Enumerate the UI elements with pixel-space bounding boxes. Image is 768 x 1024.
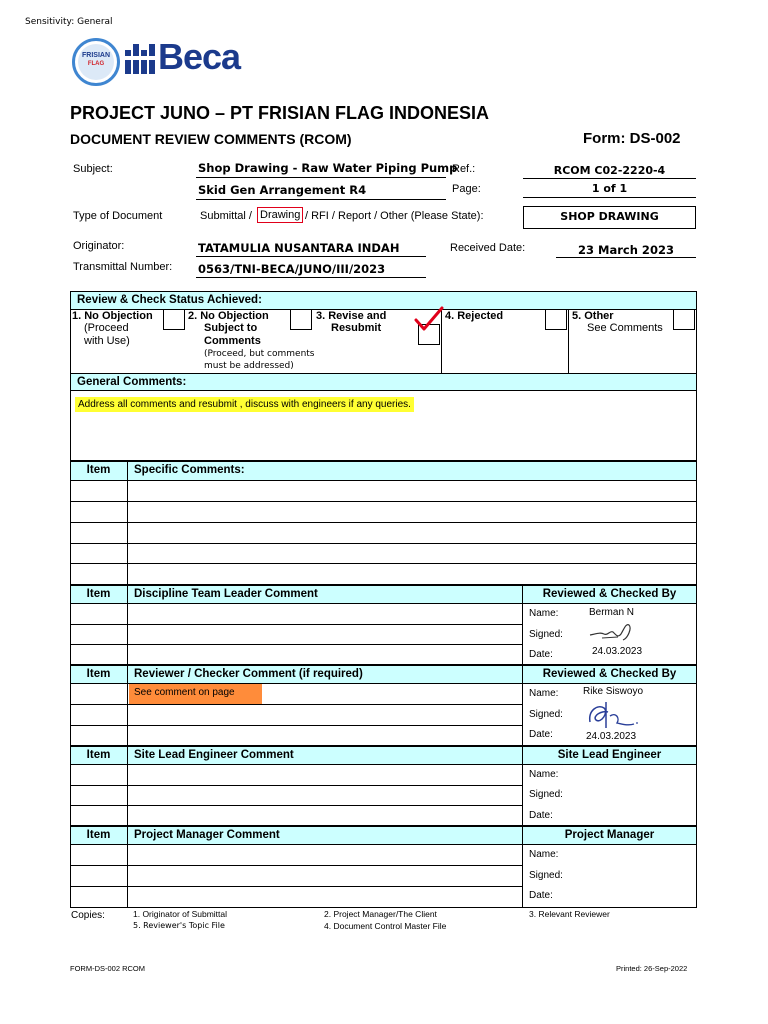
footer-printed-date: Printed: 26-Sep-2022 — [616, 964, 688, 973]
specific-item-header: Item — [86, 464, 111, 476]
type-options-post: / RFI / Report / Other (Please State): — [305, 210, 484, 222]
pm-right-heading: Project Manager — [564, 829, 655, 841]
site-name-label: Name: — [529, 769, 559, 780]
reviewer-reviewed-by-heading: Reviewed & Checked By — [542, 668, 677, 680]
received-value: 23 March 2023 — [578, 243, 674, 257]
beca-logo-mark — [125, 44, 155, 74]
transmittal-value: 0563/TNI-BECA/JUNO/III/2023 — [198, 262, 386, 276]
site-date-label: Date: — [529, 810, 553, 821]
ref-label: Ref.: — [452, 163, 476, 175]
ref-value: RCOM C02-2220-4 — [553, 164, 666, 177]
copies-item-1: 1. Originator of Submittal — [133, 909, 228, 919]
sensitivity-label: Sensitivity: General — [25, 17, 113, 27]
general-comment-text: Address all comments and resubmit , discuss with engineers if any queries. — [75, 397, 414, 412]
status-heading: Review & Check Status Achieved: — [77, 294, 262, 306]
pm-signed-label: Signed: — [529, 870, 563, 881]
transmittal-label: Transmittal Number: — [73, 261, 173, 273]
reviewer-name-value: Rike Siswoyo — [583, 686, 644, 697]
signature-rike-icon — [584, 698, 640, 732]
subject-line-2: Skid Gen Arrangement R4 — [198, 183, 367, 197]
reviewer-comment-text: See comment on page — [129, 684, 262, 704]
discipline-item-header: Item — [86, 588, 111, 600]
discipline-name-value: Berman N — [589, 607, 635, 618]
site-heading: Site Lead Engineer Comment — [134, 749, 294, 761]
pm-item-header: Item — [86, 829, 111, 841]
copies-label: Copies: — [71, 910, 105, 921]
general-comments-heading: General Comments: — [77, 376, 187, 388]
status-opt4-title: 4. Rejected — [445, 310, 504, 322]
discipline-signed-label: Signed: — [529, 629, 563, 640]
type-value: SHOP DRAWING — [560, 210, 659, 223]
copies-item-5: 5. Reviewer's Topic File — [133, 921, 225, 930]
form-number: Form: DS-002 — [583, 130, 681, 147]
pm-heading: Project Manager Comment — [134, 829, 280, 841]
reviewer-name-label: Name: — [529, 688, 559, 699]
pm-date-label: Date: — [529, 890, 553, 901]
subject-label: Subject: — [73, 163, 113, 175]
discipline-reviewed-by-heading: Reviewed & Checked By — [542, 588, 677, 600]
subject-line-1: Shop Drawing - Raw Water Piping Pump — [198, 161, 458, 175]
status-checkbox-rejected[interactable] — [545, 309, 567, 330]
status-opt2-title: 2. No Objection — [188, 310, 269, 322]
status-checkbox-subject-to-comments[interactable] — [290, 309, 312, 330]
specific-comments-heading: Specific Comments: — [134, 464, 245, 476]
copies-item-3: 3. Relevant Reviewer — [529, 909, 610, 919]
site-item-header: Item — [86, 749, 111, 761]
reviewer-signed-label: Signed: — [529, 709, 563, 720]
status-checkbox-no-objection[interactable] — [163, 309, 185, 330]
received-label: Received Date: — [450, 242, 526, 254]
page-label: Page: — [452, 183, 481, 195]
type-options-pre: Submittal / — [200, 210, 252, 222]
site-lead-heading: Site Lead Engineer — [557, 749, 662, 761]
reviewer-item-header: Item — [86, 668, 111, 680]
originator-label: Originator: — [73, 240, 125, 252]
frisian-flag-logo: FRISIAN FLAG — [72, 38, 120, 86]
site-signed-label: Signed: — [529, 789, 563, 800]
discipline-name-label: Name: — [529, 608, 559, 619]
reviewer-heading: Reviewer / Checker Comment (if required) — [134, 668, 363, 680]
discipline-date-label: Date: — [529, 649, 553, 660]
page-title: PROJECT JUNO – PT FRISIAN FLAG INDONESIA — [70, 103, 490, 123]
copies-item-4: 4. Document Control Master File — [324, 921, 447, 931]
copies-item-2: 2. Project Manager/The Client — [324, 909, 437, 919]
signature-berman-icon — [588, 620, 634, 644]
page-value: 1 of 1 — [591, 182, 628, 195]
reviewer-date-label: Date: — [529, 729, 553, 740]
discipline-heading: Discipline Team Leader Comment — [134, 588, 318, 600]
pm-name-label: Name: — [529, 849, 559, 860]
status-opt3-title: 3. Revise and — [316, 310, 387, 322]
reviewer-date-value: 24.03.2023 — [586, 731, 637, 742]
red-check-mark-icon — [413, 305, 445, 333]
status-opt5-title: 5. Other — [572, 310, 614, 322]
status-checkbox-other[interactable] — [673, 309, 695, 330]
status-opt1-title: 1. No Objection — [72, 310, 153, 322]
beca-logo-text: Beca — [158, 36, 241, 77]
footer-form-code: FORM-DS-002 RCOM — [70, 964, 146, 973]
originator-value: TATAMULIA NUSANTARA INDAH — [198, 241, 400, 255]
type-selected: Drawing — [257, 207, 303, 223]
discipline-date-value: 24.03.2023 — [592, 646, 643, 657]
page-subtitle: DOCUMENT REVIEW COMMENTS (RCOM) — [70, 131, 352, 147]
type-label: Type of Document — [73, 210, 163, 222]
